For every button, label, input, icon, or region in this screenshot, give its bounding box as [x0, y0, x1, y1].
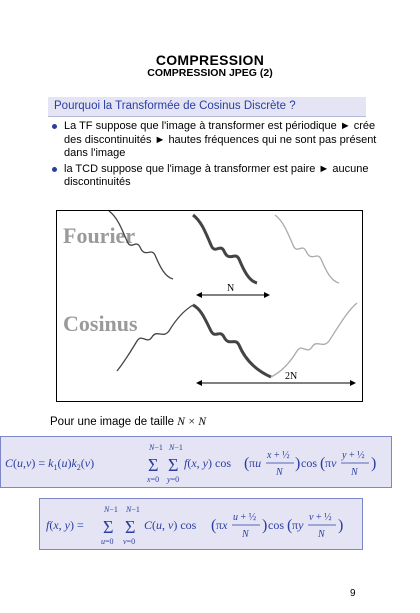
svg-text:C(u, ν) cos: C(u, ν) cos	[144, 518, 197, 532]
svg-text:(: (	[287, 517, 293, 534]
svg-text:x=0: x=0	[147, 475, 160, 484]
svg-text:): )	[338, 517, 344, 534]
svg-text:(: (	[211, 517, 217, 534]
svg-text:N−1: N−1	[104, 505, 118, 514]
svg-text:): )	[371, 455, 377, 472]
image-size: N × N	[177, 416, 207, 428]
intro-line	[50, 416, 206, 428]
cosinus-curve-right	[271, 303, 357, 377]
bullet-dot-icon	[52, 124, 57, 129]
bullet-item-fourier	[50, 120, 390, 161]
bullet-list	[50, 120, 390, 192]
cosinus-period-label: 2N	[285, 371, 298, 382]
svg-text:N: N	[318, 529, 325, 540]
svg-text:N: N	[242, 529, 249, 540]
dct-inverse-formula	[40, 499, 362, 549]
svg-text:πu: πu	[249, 456, 262, 470]
svg-text:x + ½: x + ½	[267, 450, 290, 461]
svg-text:u=0: u=0	[101, 537, 114, 546]
svg-text:cos: cos	[301, 456, 317, 470]
page-number: 9	[350, 588, 356, 599]
svg-text:ν=0: ν=0	[123, 537, 136, 546]
svg-text:cos: cos	[268, 518, 284, 532]
periodicity-diagram	[57, 211, 362, 401]
intro-text: Pour une image de taille	[50, 416, 175, 428]
dct-inverse-equation	[39, 498, 363, 550]
svg-text:(: (	[244, 455, 250, 472]
svg-text:πν: πν	[325, 456, 337, 470]
cosinus-label: Cosinus	[63, 311, 138, 336]
svg-text:N−1: N−1	[149, 443, 163, 452]
fourier-curve-right	[275, 215, 339, 283]
svg-text:f(x, y) cos: f(x, y) cos	[184, 456, 231, 470]
bullet-item-dct	[50, 163, 390, 190]
svg-text:y=0: y=0	[167, 475, 180, 484]
periodicity-figure	[56, 210, 363, 402]
fourier-label: Fourier	[63, 223, 136, 248]
svg-text:Σ: Σ	[103, 517, 114, 537]
dct-forward-formula	[1, 437, 391, 487]
svg-text:y + ½: y + ½	[342, 450, 365, 461]
svg-text:N: N	[351, 467, 358, 478]
svg-text:ν + ½: ν + ½	[309, 512, 332, 523]
svg-text:u + ½: u + ½	[233, 512, 257, 523]
svg-text:N−1: N−1	[126, 505, 140, 514]
svg-text:Σ: Σ	[168, 455, 179, 475]
svg-text:C(u,ν) = k1(u)k2(ν): $C(u,\nu) = k_1(u)k_2(\nu)$	[5, 456, 95, 472]
fourier-period-label: N	[227, 283, 235, 294]
fourier-curve-center	[193, 215, 257, 283]
svg-text:N: N	[276, 467, 283, 478]
svg-text:Σ: Σ	[148, 455, 159, 475]
svg-text:): )	[295, 455, 301, 472]
svg-text:πy: πy	[292, 518, 304, 532]
dct-forward-equation	[0, 436, 392, 488]
svg-text:): )	[262, 517, 268, 534]
cosinus-curve-center	[193, 305, 271, 377]
bullet-text: la TCD suppose que l'image à transformer est paire ► aucune discontinuités	[64, 162, 369, 188]
slide-subtitle: COMPRESSION JPEG (2)	[147, 67, 273, 79]
svg-text:f(x, y) =: f(x, y) =	[46, 518, 84, 532]
question-box	[48, 97, 366, 117]
question-text: Pourquoi la Transformée de Cosinus Discrète ?	[54, 100, 296, 112]
svg-text:πx: πx	[216, 518, 228, 532]
svg-text:(: (	[320, 455, 326, 472]
bullet-dot-icon	[52, 167, 57, 172]
svg-text:Σ: Σ	[125, 517, 136, 537]
svg-text:N−1: N−1	[169, 443, 183, 452]
bullet-text: La TF suppose que l'image à transformer est périodique ► crée des discontinuités ► hautes fréquences qui ne sont pas présent dans l'image	[64, 120, 377, 159]
slide-title: COMPRESSION	[155, 52, 265, 68]
